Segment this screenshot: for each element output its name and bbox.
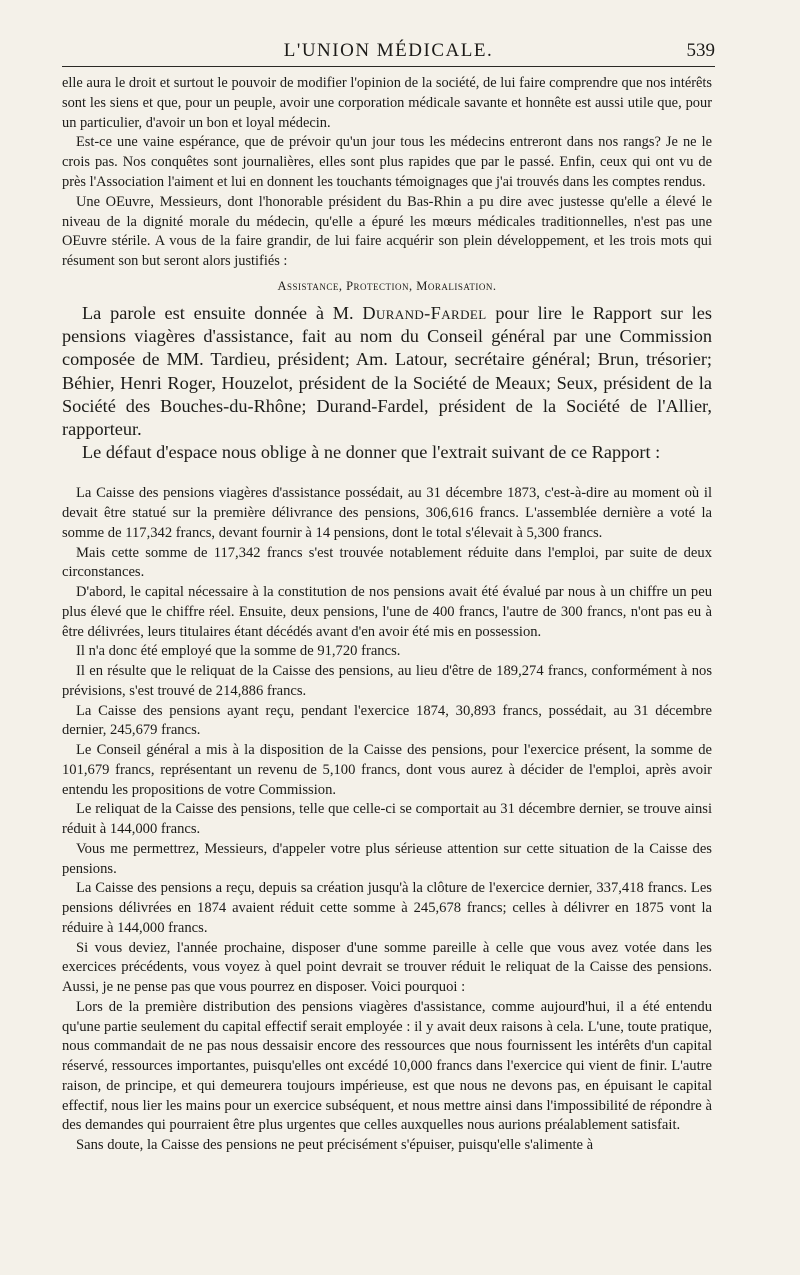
- extract-paragraph: Mais cette somme de 117,342 francs s'est trouvée notablement réduite dans l'emploi, par suite de deux circonstances.: [62, 544, 712, 581]
- extract-paragraph: La Caisse des pensions ayant reçu, pendant l'exercice 1874, 30,893 francs, possédait, au 31 décembre dernier, 245,679 francs.: [62, 702, 712, 739]
- page-header: [62, 30, 715, 67]
- main-paragraph-1: [62, 302, 712, 441]
- extract-paragraph: Il en résulte que le reliquat de la Caisse des pensions, au lieu d'être de 189,274 francs, conformément à nos prévisions, s'est trouvé de 214,886 francs.: [62, 663, 712, 699]
- extract-paragraph: D'abord, le capital nécessaire à la constitution de nos pensions avait été évalué par nous à un chiffre un peu plus élevé que le chiffre réel. Ensuite, deux pensions, l'une de 400 francs, l'autre de 300 francs, n'ont pas eu à être délivrées, leurs titulaires étant décédés avant d'en avoir été mis en possession.: [62, 584, 712, 640]
- page-body: [62, 74, 712, 1156]
- motto-heading: Assistance, Protection, Moralisation.: [277, 278, 497, 293]
- extract-paragraph: Lors de la première distribution des pensions viagères d'assistance, comme aujourd'hui, il a été entendu qu'une partie seulement du capital effectif serait employée : il y avait deux raisons à cela. L'une, toute pratique, nous commandait de ne pas nous dessaisir encore des ressources que nous fournissent les intérêts d'un capital réservé, ressources importantes, puisqu'elles ont excédé 10,000 francs dans l'exercice qui vient de finir. L'autre raison, de principe, et qui demeurera toujours impérieuse, est que nous ne devons pas, en épuisant le capital effectif, nous lier les mains pour un exercice subséquent, et nous mettre ainsi dans l'impossibilité de répondre à des demandes qui pourraient être plus urgentes que celles auxquelles nous aurions préalablement satisfait.: [62, 998, 712, 1134]
- intro-paragraph-2: Est-ce une vaine espérance, que de prévoir qu'un jour tous les médecins entreront dans nos rangs? Je ne le crois pas. Nos conquêtes sont journalières, elles sont plus rapides que par le passé. Enfin, ceux qui ont vu de près l'Association l'aiment et lui en donnent les touchants témoignages que j'ai trouvés dans les comptes rendus.: [62, 134, 712, 190]
- extract-paragraph: Si vous deviez, l'année prochaine, disposer d'une somme pareille à celle que vous avez votée dans les exercices précédents, vous voyez à quel point devrait se trouver réduit le reliquat de la Caisse des pensions. Aussi, je ne pense pas que vous pourrez en disposer. Voici pourquoi :: [62, 939, 712, 996]
- main-paragraph-2: Le défaut d'espace nous oblige à ne donner que l'extrait suivant de ce Rapport :: [82, 442, 661, 463]
- speaker-name: Durand-Fardel: [362, 302, 487, 323]
- extract-paragraph: Il n'a donc été employé que la somme de 91,720 francs.: [76, 643, 401, 660]
- extract-paragraph: Vous me permettrez, Messieurs, d'appeler votre plus sérieuse attention sur cette situation de la Caisse des pensions.: [62, 840, 712, 877]
- main-paragraph-1-start: La parole est ensuite donnée à M.: [82, 302, 363, 323]
- main-paragraph-1-rest: pour lire le Rapport sur les pensions viagères d'assistance, fait au nom du Conseil général par une Commission composée de MM. Tardieu, président; Am. Latour, secrétaire général; Brun, trésorier; Béhier, Henri Roger, Houzelot, président de la Société de Meaux; Seux, président de la Société des Bouches-du-Rhône; Durand-Fardel, président de la Société de l'Allier, rapporteur.: [62, 302, 712, 439]
- running-title: L'UNION MÉDICALE.: [283, 40, 494, 61]
- extract-paragraph: Le reliquat de la Caisse des pensions, telle que celle-ci se comportait au 31 décembre dernier, se trouve ainsi réduit à 144,000 francs.: [62, 801, 712, 838]
- extract-paragraph: La Caisse des pensions viagères d'assistance possédait, au 31 décembre 1873, c'est-à-dire au moment où il devait être statué sur la première délivrance des pensions, 306,616 francs. L'assemblée dernière a voté la somme de 117,342 francs, devant fournir à 14 pensions, dont le total s'élevait à 5,300 francs.: [62, 485, 712, 541]
- extract-paragraph: La Caisse des pensions a reçu, depuis sa création jusqu'à la clôture de l'exercice dernier, 337,418 francs. Les pensions délivrées en 1874 avaient réduit cette somme à 245,678 francs; celles à délivrer en 1875 vont la réduire à 144,000 francs.: [62, 880, 712, 936]
- page-number: 539: [686, 40, 715, 61]
- intro-paragraph-1: elle aura le droit et surtout le pouvoir de modifier l'opinion de la société, de lui faire comprendre que nos intérêts sont les siens et que, pour un peuple, avoir une corporation médicale savante et honnête est aussi utile que, pour un particulier, d'avoir un bon et loyal médecin.: [62, 75, 712, 131]
- extract-paragraph: Sans doute, la Caisse des pensions ne peut précisément s'épuiser, puisqu'elle s'alimente à: [76, 1137, 594, 1154]
- report-extract: [62, 484, 712, 1156]
- extract-paragraph: Le Conseil général a mis à la disposition de la Caisse des pensions, pour l'exercice présent, la somme de 101,679 francs, représentant un revenu de 5,100 francs, dont vous aurez à décider de l'emploi, après avoir entendu les propositions de votre Commission.: [62, 742, 712, 798]
- intro-paragraph-3: Une OEuvre, Messieurs, dont l'honorable président du Bas-Rhin a pu dire avec justesse qu'elle a élevé le niveau de la dignité morale du médecin, qu'elle a épuré les mœurs médicales traditionnelles, n'est pas une OEuvre stérile. A vous de la faire grandir, de lui faire acquérir son plein développement, et les trois mots qui résument son but seront alors justifiés :: [62, 193, 712, 270]
- intro-section: [62, 74, 712, 272]
- main-section: [62, 302, 712, 464]
